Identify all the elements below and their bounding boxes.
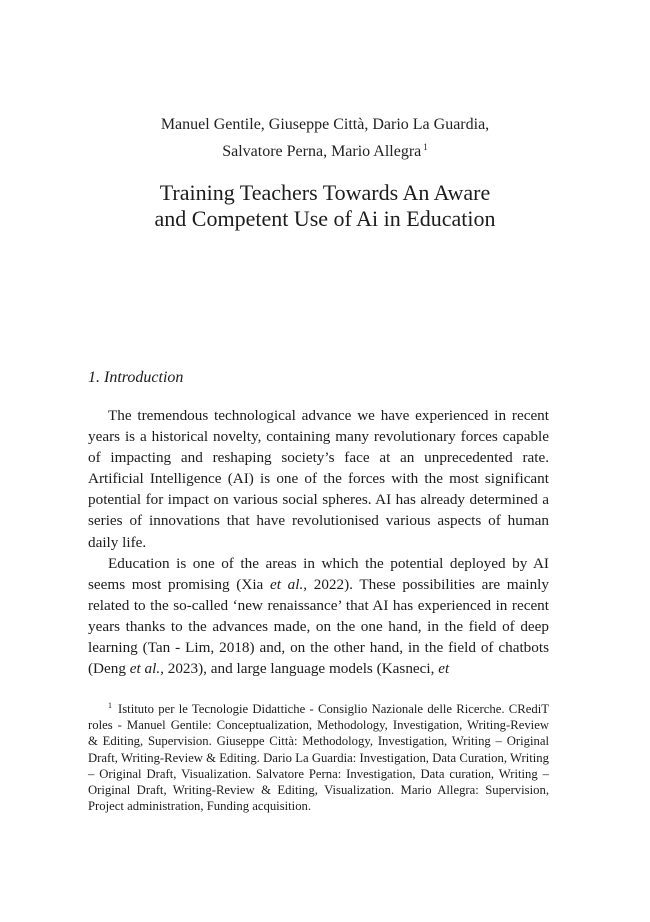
author-list [0, 114, 650, 163]
paragraph-2-text-2: , 2022). These possibilities are mainly related to the so-called ‘new renaissance’ that AI has experienced in recent years thanks to the advances made, on the one hand, in the field of deep learning (Tan - Lim, 2018) and, on the other hand, in the field of chatbots (Deng [88, 575, 549, 678]
paragraph-2 [88, 553, 549, 680]
paper-title [0, 180, 650, 232]
section-heading: 1. Introduction [88, 369, 184, 386]
paragraph-2-text-3: , 2023), and large language models (Kasneci, [160, 660, 439, 678]
author-line-2-names: Salvatore Perna, Mario Allegra [222, 143, 422, 160]
paragraph-1: The tremendous technological advance we have experienced in recent years is a historical novelty, containing many revolutionary forces capable of impacting and reshaping society’s face at an unprecedented rate. Artificial Intelligence (AI) is one of the forces with the most significant potential for impact on various social spheres. AI has already determined a series of innovations that have revolutionised various aspects of human daily life. [88, 407, 549, 551]
footnote-text: Istituto per le Tecnologie Didattiche - Consiglio Nazionale delle Ricerche. CRediT roles - Manuel Gentile: Conceptualization, Methodology, Investigation, Writing-Review & Editing, Supervision. Giuseppe Città: Methodology, Investigation, Writing – Original Draft, Writing-Review & Editing. Dario La Guardia: Investigation, Data Curation, Writing – Original Draft, Visualization. Salvatore Perna: Investigation, Data curation, Writing – Original Draft, Writing-Review & Editing, Visualization. Mario Allegra: Supervision, Project administration, Funding acquisition. [88, 702, 549, 814]
author-footnote-marker[interactable]: 1 [423, 142, 428, 152]
footnote-paragraph [88, 698, 549, 814]
paragraph-2-text-1: Education is one of the areas in which the potential deployed by AI seems most promising (Xia [88, 554, 549, 593]
section-body [88, 405, 549, 679]
citation-et-al-2: et al. [129, 660, 161, 678]
footnote-marker: 1 [108, 701, 112, 710]
author-line-2 [0, 136, 650, 163]
author-line-1: Manuel Gentile, Giuseppe Città, Dario La Guardia, [160, 116, 490, 133]
footnote [88, 698, 549, 814]
title-line-2: and Competent Use of Ai in Education [154, 206, 496, 231]
title-line-1: Training Teachers Towards An Aware [159, 180, 491, 205]
citation-et-partial: et [438, 660, 450, 678]
citation-et-al-1: et al. [269, 575, 304, 593]
